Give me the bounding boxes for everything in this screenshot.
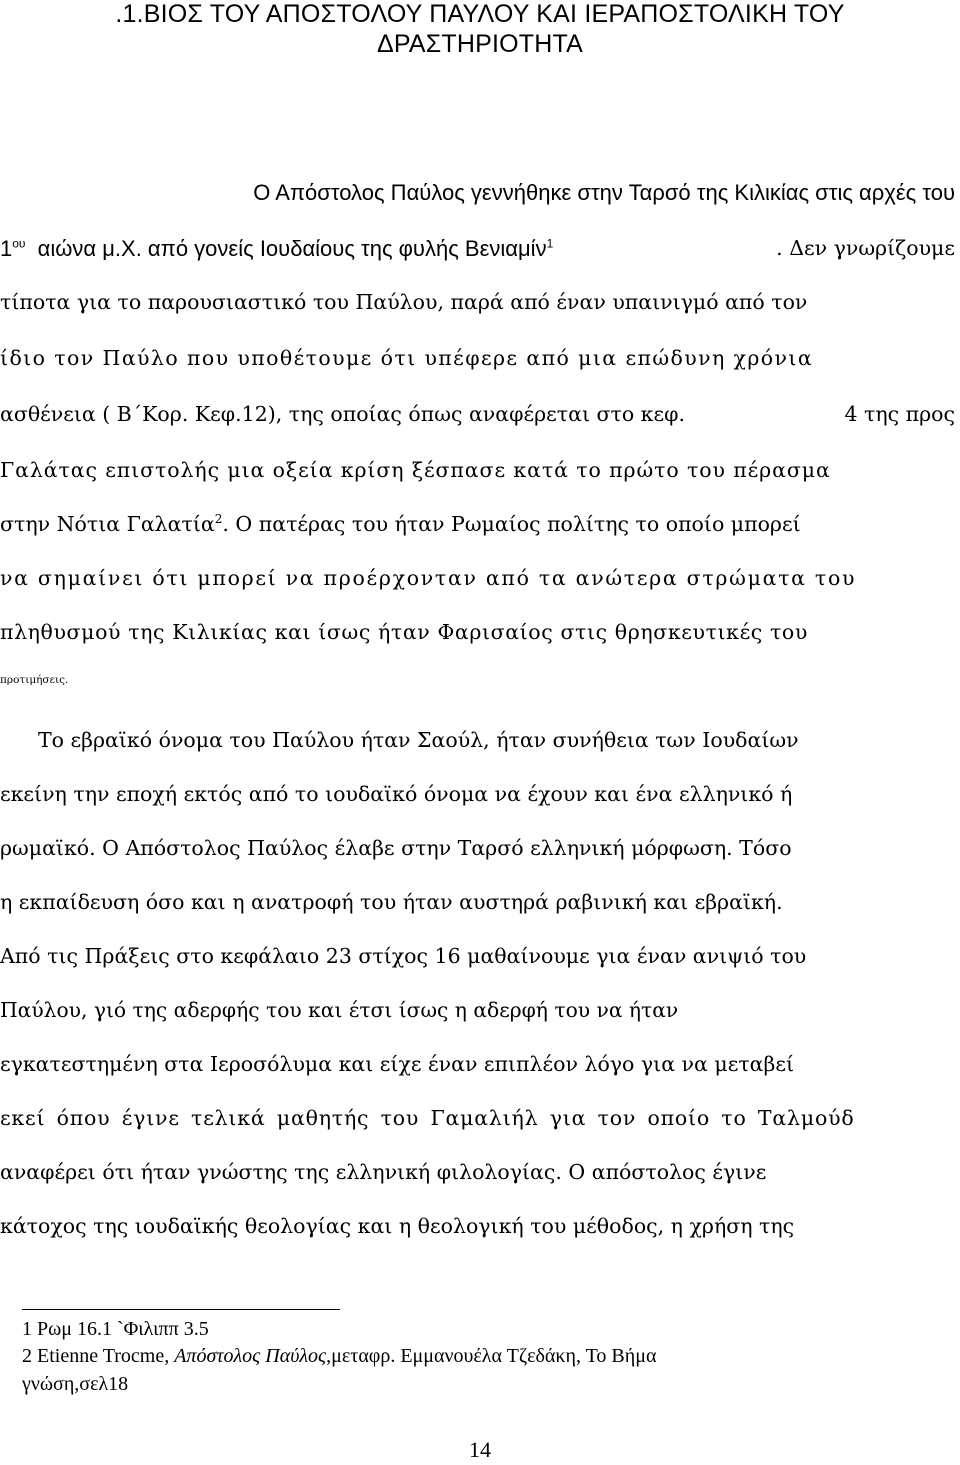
text: 4 της προς xyxy=(844,402,955,426)
paragraph-line xyxy=(0,620,955,644)
text: αιώνα μ.Χ. από γονείς Ιουδαίους της φυλής Βενιαμίν xyxy=(37,236,547,261)
text: εκεί όπου έγινε τελικά μαθητής του Γαμαλιήλ για τον οποίο το Ταλμούδ xyxy=(0,1106,855,1130)
paragraph-line xyxy=(0,782,955,806)
text: Παύλου, γιό της αδερφής του και έτσι ίσως η αδερφή του να ήταν xyxy=(0,998,679,1022)
superscript-ou: ου xyxy=(12,236,26,251)
century-number: 1 xyxy=(0,236,13,261)
text: ρωμαϊκό. Ο Απόστολος Παύλος έλαβε στην Ταρσό ελληνική μόρφωση. Τόσο xyxy=(0,836,792,860)
chapter-title-line-1: .1.ΒΙΟΣ ΤΟΥ ΑΠΟΣΤΟΛΟΥ ΠΑΥΛΟΥ ΚΑΙ ΙΕΡΑΠΟΣΤΟΛΙΚΗ ΤΟΥ xyxy=(115,0,845,28)
paragraph-line xyxy=(0,1214,955,1238)
paragraph-line xyxy=(0,998,955,1022)
paragraph-line xyxy=(0,890,955,914)
paragraph-line xyxy=(70,180,955,206)
text: εγκατεστημένη στα Ιεροσόλυμα και είχε έναν επιπλέον λόγο για να μεταβεί xyxy=(0,1052,795,1076)
footnote-2-text: ,μεταφρ. Εμμανουέλα Τζεδάκη, Το Βήμα xyxy=(326,1345,657,1367)
text: Το εβραϊκό όνομα του Παύλου ήταν Σαούλ, ήταν συνήθεια των Ιουδαίων xyxy=(38,728,799,752)
chapter-title-line-2: ΔΡΑΣΤΗΡΙΟΤΗΤΑ xyxy=(376,30,584,58)
footnote-separator xyxy=(22,1309,340,1310)
paragraph-line xyxy=(0,402,955,426)
paragraph-line xyxy=(0,674,960,686)
text: προτιμήσεις. xyxy=(0,674,69,686)
text: . Ο πατέρας του ήταν Ρωμαίος πολίτης το οποίο μπορεί xyxy=(222,512,801,536)
text: στην Νότια Γαλατία xyxy=(0,512,215,536)
text: . Δεν γνωρίζουμε xyxy=(776,236,955,260)
paragraph-line xyxy=(0,836,955,860)
footnote-2-text: 2 Etienne Trocme, xyxy=(22,1345,175,1367)
text: Από τις Πράξεις στο κεφάλαιο 23 στίχος 16 μαθαίνουμε για έναν ανιψιό του xyxy=(0,944,807,968)
paragraph-line xyxy=(38,728,955,752)
footnote-1: 1 Ρωμ 16.1 `Φιλιππ 3.5 xyxy=(22,1318,209,1340)
text: η εκπαίδευση όσο και η ανατροφή του ήταν αυστηρά ραβινική και εβραϊκή. xyxy=(0,890,783,914)
paragraph-line xyxy=(0,236,955,262)
text: πληθυσμού της Κιλικίας και ίσως ήταν Φαρισαίος στις θρησκευτικές του xyxy=(0,620,808,644)
text: κάτοχος της ιουδαϊκής θεολογίας και η θεολογική του μέθοδος, η χρήση της xyxy=(0,1214,795,1238)
text: να σημαίνει ότι μπορεί να προέρχονταν από τα ανώτερα στρώματα του xyxy=(0,566,857,590)
footnote-2-italic-title: Απόστολος Παύλος xyxy=(174,1345,327,1367)
paragraph-line xyxy=(0,290,955,314)
paragraph-line xyxy=(0,458,955,482)
paragraph-line xyxy=(0,346,955,370)
footnote-ref-1: 1 xyxy=(546,236,554,251)
text: Γαλάτας επιστολής μια οξεία κρίση ξέσπασε κατά το πρώτο του πέρασμα xyxy=(0,458,831,482)
paragraph-line xyxy=(0,566,955,590)
page-number: 14 xyxy=(469,1437,491,1462)
footnote-2-continued: γνώση,σελ18 xyxy=(22,1373,129,1395)
paragraph-line xyxy=(0,1052,955,1076)
text: τίποτα για το παρουσιαστικό του Παύλου, παρά από έναν υπαινιγμό από τον xyxy=(0,290,808,314)
footnote-2 xyxy=(22,1345,656,1368)
text: εκείνη την εποχή εκτός από το ιουδαϊκό όνομα να έχουν και ένα ελληνικό ή xyxy=(0,782,793,806)
paragraph-line xyxy=(0,1106,955,1130)
text: Ο Απόστολος Παύλος γεννήθηκε στην Ταρσό της Κιλικίας στις αρχές του xyxy=(253,180,955,205)
text: ασθένεια ( Β΄Κορ. Κεφ. xyxy=(0,402,242,426)
paragraph-line xyxy=(0,512,955,536)
paragraph-line xyxy=(0,1160,955,1184)
footnote-ref-2: 2 xyxy=(214,512,223,527)
text: αναφέρει ότι ήταν γνώστης της ελληνική φιλολογίας. Ο απόστολος έγινε xyxy=(0,1160,767,1184)
text: 12), της οποίας όπως αναφέρεται στο κεφ. xyxy=(241,402,685,426)
text: ίδιο τον Παύλο που υποθέτουμε ότι υπέφερε από μια επώδυνη χρόνια xyxy=(0,346,814,370)
paragraph-line xyxy=(0,944,955,968)
